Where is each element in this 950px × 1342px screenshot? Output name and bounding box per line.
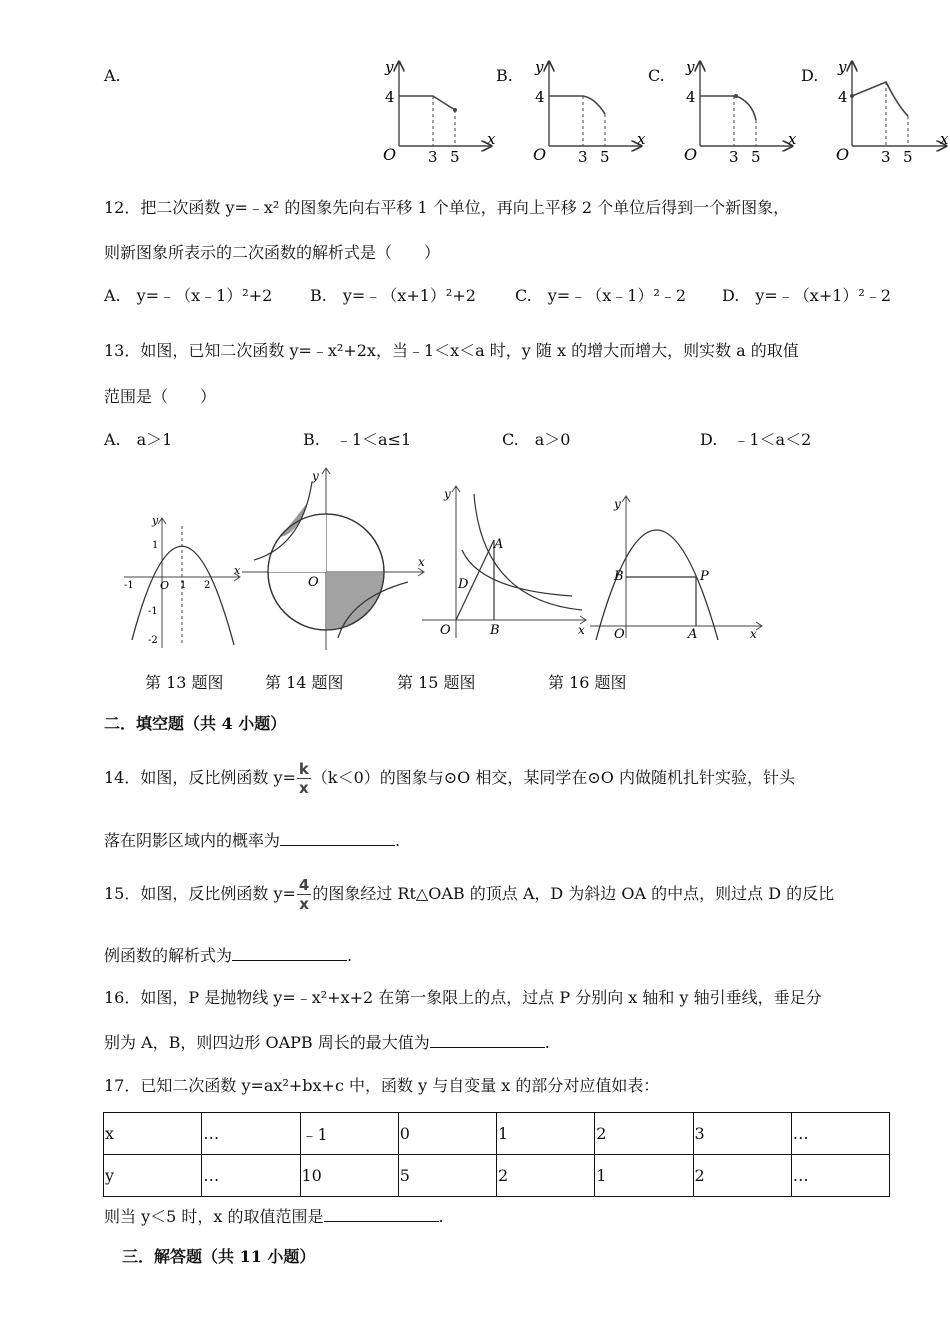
axis-x-label: x bbox=[637, 130, 646, 148]
point-p-label: P bbox=[700, 569, 709, 584]
tick-5: 5 bbox=[751, 148, 761, 166]
figure-13-caption: 第 13 题图 bbox=[145, 673, 224, 692]
q12-option-d: D. y=﹣（x+1）²﹣2 bbox=[722, 286, 891, 305]
q16-stem-line2-text: 别为 A，B，则四边形 OAPB 周长的最大值为 bbox=[104, 1033, 430, 1052]
q11-graph-b bbox=[525, 56, 650, 166]
q15-answer-blank[interactable] bbox=[232, 946, 347, 961]
section-3-title: 三．解答题（共 11 小题） bbox=[122, 1247, 316, 1266]
q12-option-c: C. y=﹣（x﹣1）²﹣2 bbox=[515, 286, 687, 305]
table-row-y bbox=[104, 1155, 890, 1197]
q15-stem-pre: 15．如图，反比例函数 y= bbox=[104, 884, 296, 903]
tick-3: 3 bbox=[578, 148, 588, 166]
axis-x-label: x bbox=[750, 627, 757, 640]
q11-option-d-label: D. bbox=[801, 66, 819, 85]
q13-option-c: C. a＞0 bbox=[502, 430, 571, 449]
axis-y-label: y bbox=[838, 58, 847, 76]
table-cell: y bbox=[104, 1155, 202, 1197]
q17-end: . bbox=[438, 1207, 444, 1226]
figure-16 bbox=[590, 490, 770, 640]
figure-14 bbox=[242, 462, 432, 652]
figure-15 bbox=[422, 480, 592, 640]
q14-stem-line2 bbox=[104, 831, 400, 851]
table-cell: … bbox=[791, 1113, 889, 1155]
origin-label: O bbox=[684, 145, 698, 164]
q12-option-b: B. y=﹣（x+1）²+2 bbox=[310, 286, 476, 305]
tick-4: 4 bbox=[535, 88, 545, 106]
q11-option-a-label: A. bbox=[104, 66, 121, 85]
point-b-label: B bbox=[490, 623, 500, 638]
q15-stem-post: 的图象经过 Rt△OAB 的顶点 A，D 为斜边 OA 的中点，则过点 D 的反比 bbox=[312, 884, 835, 903]
tick-3: 3 bbox=[729, 148, 739, 166]
point-d-label: D bbox=[458, 577, 469, 592]
axis-y-label: y bbox=[152, 514, 159, 527]
figure-16-caption: 第 16 题图 bbox=[548, 673, 627, 692]
q15-stem-line1 bbox=[104, 876, 834, 913]
table-cell: … bbox=[791, 1155, 889, 1197]
tick-y-neg1: -1 bbox=[148, 606, 158, 617]
q11-graph-c bbox=[676, 56, 801, 166]
tick-x-1: 1 bbox=[180, 580, 187, 591]
tick-x-2: 2 bbox=[204, 580, 211, 591]
origin-label: O bbox=[308, 575, 319, 590]
q16-answer-blank[interactable] bbox=[430, 1033, 545, 1048]
origin-label: O bbox=[614, 627, 625, 640]
axis-x-label: x bbox=[940, 130, 949, 148]
table-cell: 3 bbox=[693, 1113, 791, 1155]
origin-label: O bbox=[440, 623, 451, 638]
q17-stem-line2 bbox=[104, 1207, 444, 1227]
q14-stem-post: （k＜0）的图象与⊙O 相交，某同学在⊙O 内做随机扎针实验，针头 bbox=[311, 768, 795, 787]
q17-stem-line1: 17．已知二次函数 y=ax²+bx+c 中，函数 y 与自变量 x 的部分对应值如表： bbox=[104, 1076, 660, 1095]
q14-stem-pre: 14．如图，反比例函数 y= bbox=[104, 768, 296, 787]
origin-label: O bbox=[836, 145, 850, 164]
q12-option-a: A. y=﹣（x﹣1）²+2 bbox=[104, 286, 273, 305]
q11-option-b-label: B. bbox=[496, 66, 513, 85]
q14-fraction bbox=[297, 760, 311, 797]
axis-x-label: x bbox=[788, 130, 797, 148]
origin-label: O bbox=[533, 145, 547, 164]
table-cell: … bbox=[202, 1113, 300, 1155]
fraction-denominator: x bbox=[299, 779, 309, 797]
q12-stem-line2: 则新图象所表示的二次函数的解析式是（ ） bbox=[104, 243, 441, 262]
origin-label: O bbox=[383, 145, 397, 164]
q15-fraction bbox=[297, 876, 311, 913]
figure-14-caption: 第 14 题图 bbox=[265, 673, 344, 692]
q11-option-c-label: C. bbox=[648, 66, 665, 85]
q15-stem-line2 bbox=[104, 946, 352, 966]
table-cell: x bbox=[104, 1113, 202, 1155]
q15-end: . bbox=[347, 946, 353, 965]
q13-option-b: B. ﹣1＜a≤1 bbox=[303, 430, 412, 449]
figure-13 bbox=[118, 510, 243, 650]
q13-stem-line2: 范围是（ ） bbox=[104, 387, 217, 406]
table-cell: 2 bbox=[497, 1155, 595, 1197]
section-2-title: 二．填空题（共 4 小题） bbox=[104, 714, 287, 733]
tick-5: 5 bbox=[903, 148, 913, 166]
axis-y-label: y bbox=[686, 58, 695, 76]
tick-4: 4 bbox=[686, 88, 696, 106]
origin-label: O bbox=[160, 579, 170, 592]
q11-graph-a bbox=[375, 56, 500, 166]
fraction-numerator: 4 bbox=[298, 876, 310, 894]
tick-y-1: 1 bbox=[152, 540, 159, 551]
q13-option-a: A. a＞1 bbox=[104, 430, 173, 449]
axis-y-label: y bbox=[535, 58, 544, 76]
q12-stem-line1: 12．把二次函数 y=﹣x² 的图象先向右平移 1 个单位，再向上平移 2 个单位后得到一个新图象， bbox=[104, 198, 790, 217]
table-cell: 1 bbox=[497, 1113, 595, 1155]
tick-5: 5 bbox=[600, 148, 610, 166]
tick-3: 3 bbox=[881, 148, 891, 166]
axis-y-label: y bbox=[385, 58, 394, 76]
axis-y-label: y bbox=[444, 487, 451, 501]
point-b-label: B bbox=[614, 569, 624, 584]
q13-stem-line1: 13．如图，已知二次函数 y=﹣x²+2x，当﹣1＜x＜a 时，y 随 x 的增大而增大，则实数 a 的取值 bbox=[104, 341, 799, 360]
q16-stem-line1: 16．如图，P 是抛物线 y=﹣x²+x+2 在第一象限上的点，过点 P 分别向 x 轴和 y 轴引垂线，垂足分 bbox=[104, 988, 822, 1007]
q14-stem-line1 bbox=[104, 760, 795, 797]
figure-15-caption: 第 15 题图 bbox=[397, 673, 476, 692]
point-a-label: A bbox=[688, 627, 698, 640]
q15-stem-line2-text: 例函数的解析式为 bbox=[104, 946, 233, 965]
table-row-x bbox=[104, 1113, 890, 1155]
q17-stem-line2-text: 则当 y＜5 时，x 的取值范围是 bbox=[104, 1207, 324, 1226]
table-cell: 2 bbox=[595, 1113, 693, 1155]
q14-stem-line2-text: 落在阴影区域内的概率为 bbox=[104, 831, 281, 850]
axis-x-label: x bbox=[578, 623, 585, 637]
table-cell: 0 bbox=[398, 1113, 496, 1155]
table-cell: 5 bbox=[398, 1155, 496, 1197]
axis-x-label: x bbox=[418, 555, 425, 569]
axis-x-label: x bbox=[234, 564, 241, 577]
fraction-numerator: k bbox=[298, 760, 309, 778]
table-cell: 1 bbox=[595, 1155, 693, 1197]
q16-stem-line2 bbox=[104, 1033, 550, 1053]
q11-graph-d bbox=[828, 56, 950, 166]
table-cell: ﹣1 bbox=[300, 1113, 398, 1155]
fraction-denominator: x bbox=[299, 895, 309, 913]
tick-y-neg2: -2 bbox=[148, 635, 158, 646]
q14-answer-blank[interactable] bbox=[280, 831, 395, 846]
tick-3: 3 bbox=[428, 148, 438, 166]
tick-x-neg1: -1 bbox=[124, 580, 134, 591]
q16-end: . bbox=[544, 1033, 550, 1052]
axis-x-label: x bbox=[487, 130, 496, 148]
axis-y-label: y bbox=[614, 497, 621, 511]
tick-5: 5 bbox=[450, 148, 460, 166]
tick-4: 4 bbox=[838, 88, 848, 106]
axis-y-label: y bbox=[312, 469, 319, 483]
tick-4: 4 bbox=[385, 88, 395, 106]
q17-answer-blank[interactable] bbox=[324, 1207, 439, 1222]
q14-end: . bbox=[395, 831, 401, 850]
q17-value-table bbox=[103, 1112, 890, 1197]
table-cell: … bbox=[202, 1155, 300, 1197]
point-a-label: A bbox=[494, 537, 504, 552]
q13-option-d: D. ﹣1＜a＜2 bbox=[700, 430, 812, 449]
table-cell: 2 bbox=[693, 1155, 791, 1197]
table-cell: 10 bbox=[300, 1155, 398, 1197]
